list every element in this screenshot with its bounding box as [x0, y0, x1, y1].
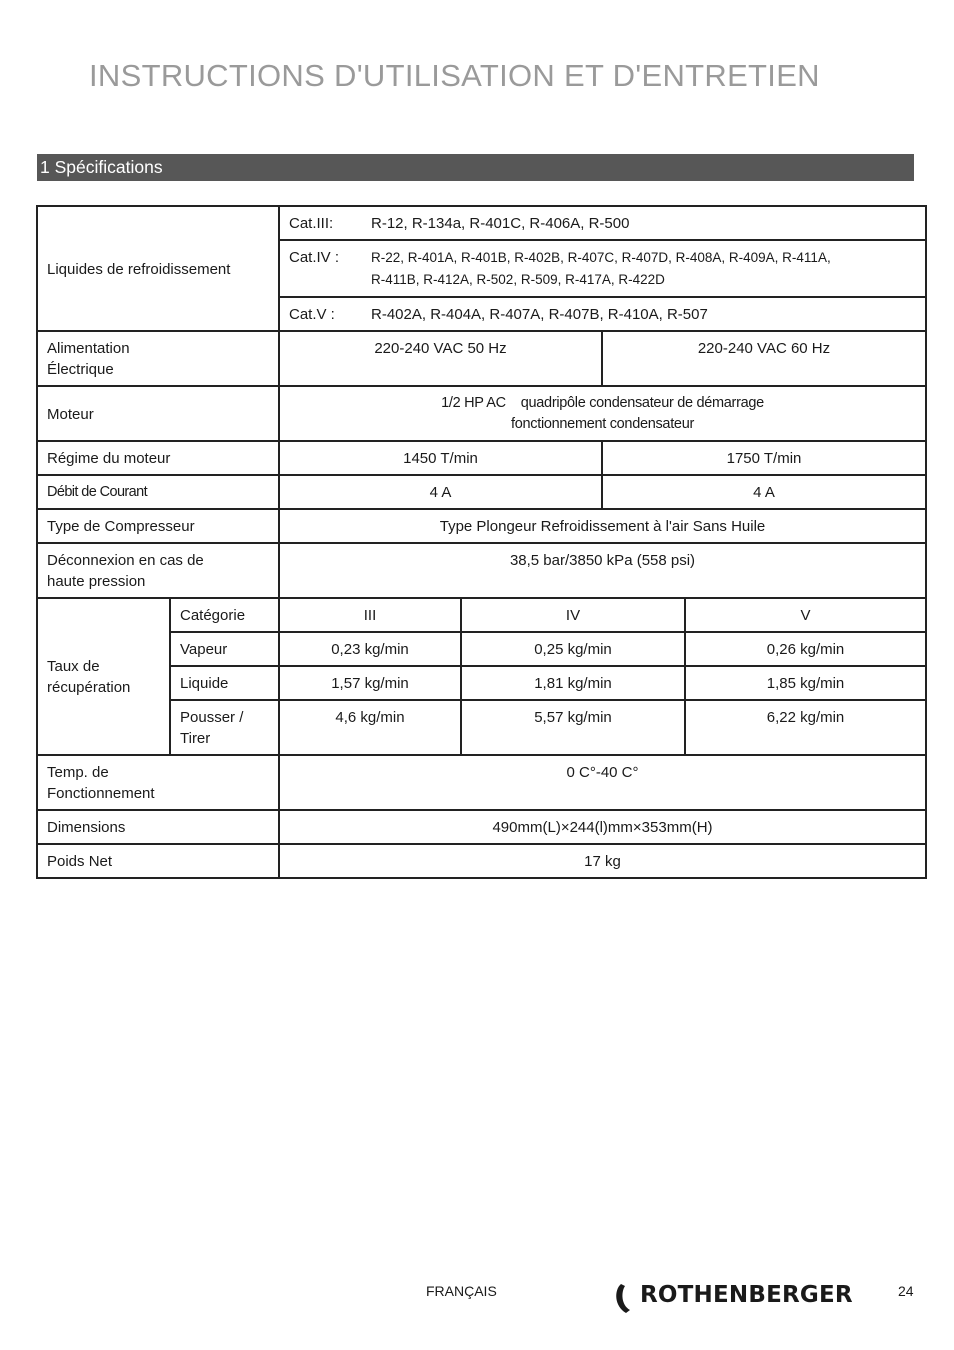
table-row	[37, 755, 926, 810]
page-number: 24	[898, 1283, 914, 1299]
cutoff-label	[37, 543, 279, 598]
speed-60hz: 1750 T/min	[602, 441, 926, 475]
cat3-cell	[279, 206, 926, 240]
cat5-value: R-402A, R-404A, R-407A, R-407B, R-410A, R-507	[371, 306, 708, 323]
temp-label	[37, 755, 279, 810]
cat5-label: Cat.V :	[289, 306, 335, 323]
current-label: Débit de Courant	[37, 475, 279, 509]
speed-50hz: 1450 T/min	[279, 441, 602, 475]
recovery-cat3: 0,23 kg/min	[279, 632, 461, 666]
cat4-label: Cat.IV :	[289, 249, 340, 266]
recovery-cat5: V	[685, 598, 926, 632]
table-row	[37, 700, 926, 755]
recovery-row-label	[170, 700, 279, 755]
current-50hz: 4 A	[279, 475, 602, 509]
power-label-line1: Alimentation	[47, 340, 130, 357]
recovery-label-line2: récupération	[47, 679, 131, 696]
refrigerants-label	[37, 206, 279, 331]
footer-language: FRANÇAIS	[426, 1283, 497, 1299]
current-60hz: 4 A	[602, 475, 926, 509]
weight-value: 17 kg	[279, 844, 926, 878]
cat3-value: R-12, R-134a, R-401C, R-406A, R-500	[371, 215, 630, 232]
recovery-row-label: Liquide	[170, 666, 279, 700]
recovery-cat5: 0,26 kg/min	[685, 632, 926, 666]
recovery-cat3: III	[279, 598, 461, 632]
table-row	[37, 543, 926, 598]
speed-label: Régime du moteur	[37, 441, 279, 475]
temp-label-line1: Temp. de	[47, 764, 109, 781]
recovery-cat5: 6,22 kg/min	[685, 700, 926, 755]
cutoff-value: 38,5 bar/3850 kPa (558 psi)	[279, 543, 926, 598]
cat4-cell	[279, 240, 926, 297]
power-label-line2: Électrique	[47, 361, 114, 378]
table-row	[37, 441, 926, 475]
table-row	[37, 475, 926, 509]
refrigerants-label-text: Liquides de refroidissement	[47, 260, 231, 278]
recovery-label-line1: Taux de	[47, 658, 100, 675]
recovery-cat4: IV	[461, 598, 685, 632]
recovery-cat4: 5,57 kg/min	[461, 700, 685, 755]
power-label	[37, 331, 279, 386]
recovery-row-label-line1: Pousser /	[180, 709, 244, 726]
temp-value: 0 C°-40 C°	[279, 755, 926, 810]
section-heading: 1 Spécifications	[37, 154, 914, 181]
recovery-cat3: 4,6 kg/min	[279, 700, 461, 755]
cat5-cell	[279, 297, 926, 331]
power-50hz: 220-240 VAC 50 Hz	[279, 331, 602, 386]
recovery-row-label-line2: Tirer	[180, 730, 211, 747]
table-row	[37, 509, 926, 543]
cutoff-label-line2: haute pression	[47, 573, 146, 590]
table-row	[37, 386, 926, 441]
cat4-value-line1: R-22, R-401A, R-401B, R-402B, R-407C, R-407D, R-408A, R-409A, R-411A,	[371, 250, 831, 265]
cat3-label: Cat.III:	[289, 215, 334, 232]
table-row	[37, 666, 926, 700]
weight-label: Poids Net	[37, 844, 279, 878]
table-row	[37, 810, 926, 844]
recovery-cat5: 1,85 kg/min	[685, 666, 926, 700]
power-60hz: 220-240 VAC 60 Hz	[602, 331, 926, 386]
recovery-cat4: 0,25 kg/min	[461, 632, 685, 666]
cat4-value-line2: R-411B, R-412A, R-502, R-509, R-417A, R-422D	[371, 272, 665, 287]
temp-label-line2: Fonctionnement	[47, 785, 155, 802]
dimensions-label: Dimensions	[37, 810, 279, 844]
motor-value	[279, 386, 926, 441]
logo-wordmark: ROTHENBERGER	[640, 1282, 853, 1308]
recovery-cat3: 1,57 kg/min	[279, 666, 461, 700]
specifications-table	[36, 205, 927, 879]
compressor-label: Type de Compresseur	[37, 509, 279, 543]
dimensions-value: 490mm(L)×244(l)mm×353mm(H)	[279, 810, 926, 844]
motor-value-line2: fonctionnement condensateur	[511, 416, 694, 432]
table-row	[37, 598, 926, 632]
rothenberger-logo	[612, 1280, 862, 1316]
recovery-label	[37, 598, 170, 755]
table-row	[37, 844, 926, 878]
cutoff-label-line1: Déconnexion en cas de	[47, 552, 204, 569]
table-row	[37, 206, 926, 240]
table-row	[37, 632, 926, 666]
logo-swoosh-icon	[612, 1280, 642, 1316]
recovery-row-label: Vapeur	[170, 632, 279, 666]
table-row	[37, 331, 926, 386]
page-title: INSTRUCTIONS D'UTILISATION ET D'ENTRETIEN	[89, 58, 820, 93]
motor-label: Moteur	[37, 386, 279, 441]
compressor-value: Type Plongeur Refroidissement à l'air Sans Huile	[279, 509, 926, 543]
recovery-cat4: 1,81 kg/min	[461, 666, 685, 700]
motor-value-line1: 1/2 HP AC quadripôle condensateur de démarrage	[441, 395, 764, 411]
recovery-row-label: Catégorie	[170, 598, 279, 632]
